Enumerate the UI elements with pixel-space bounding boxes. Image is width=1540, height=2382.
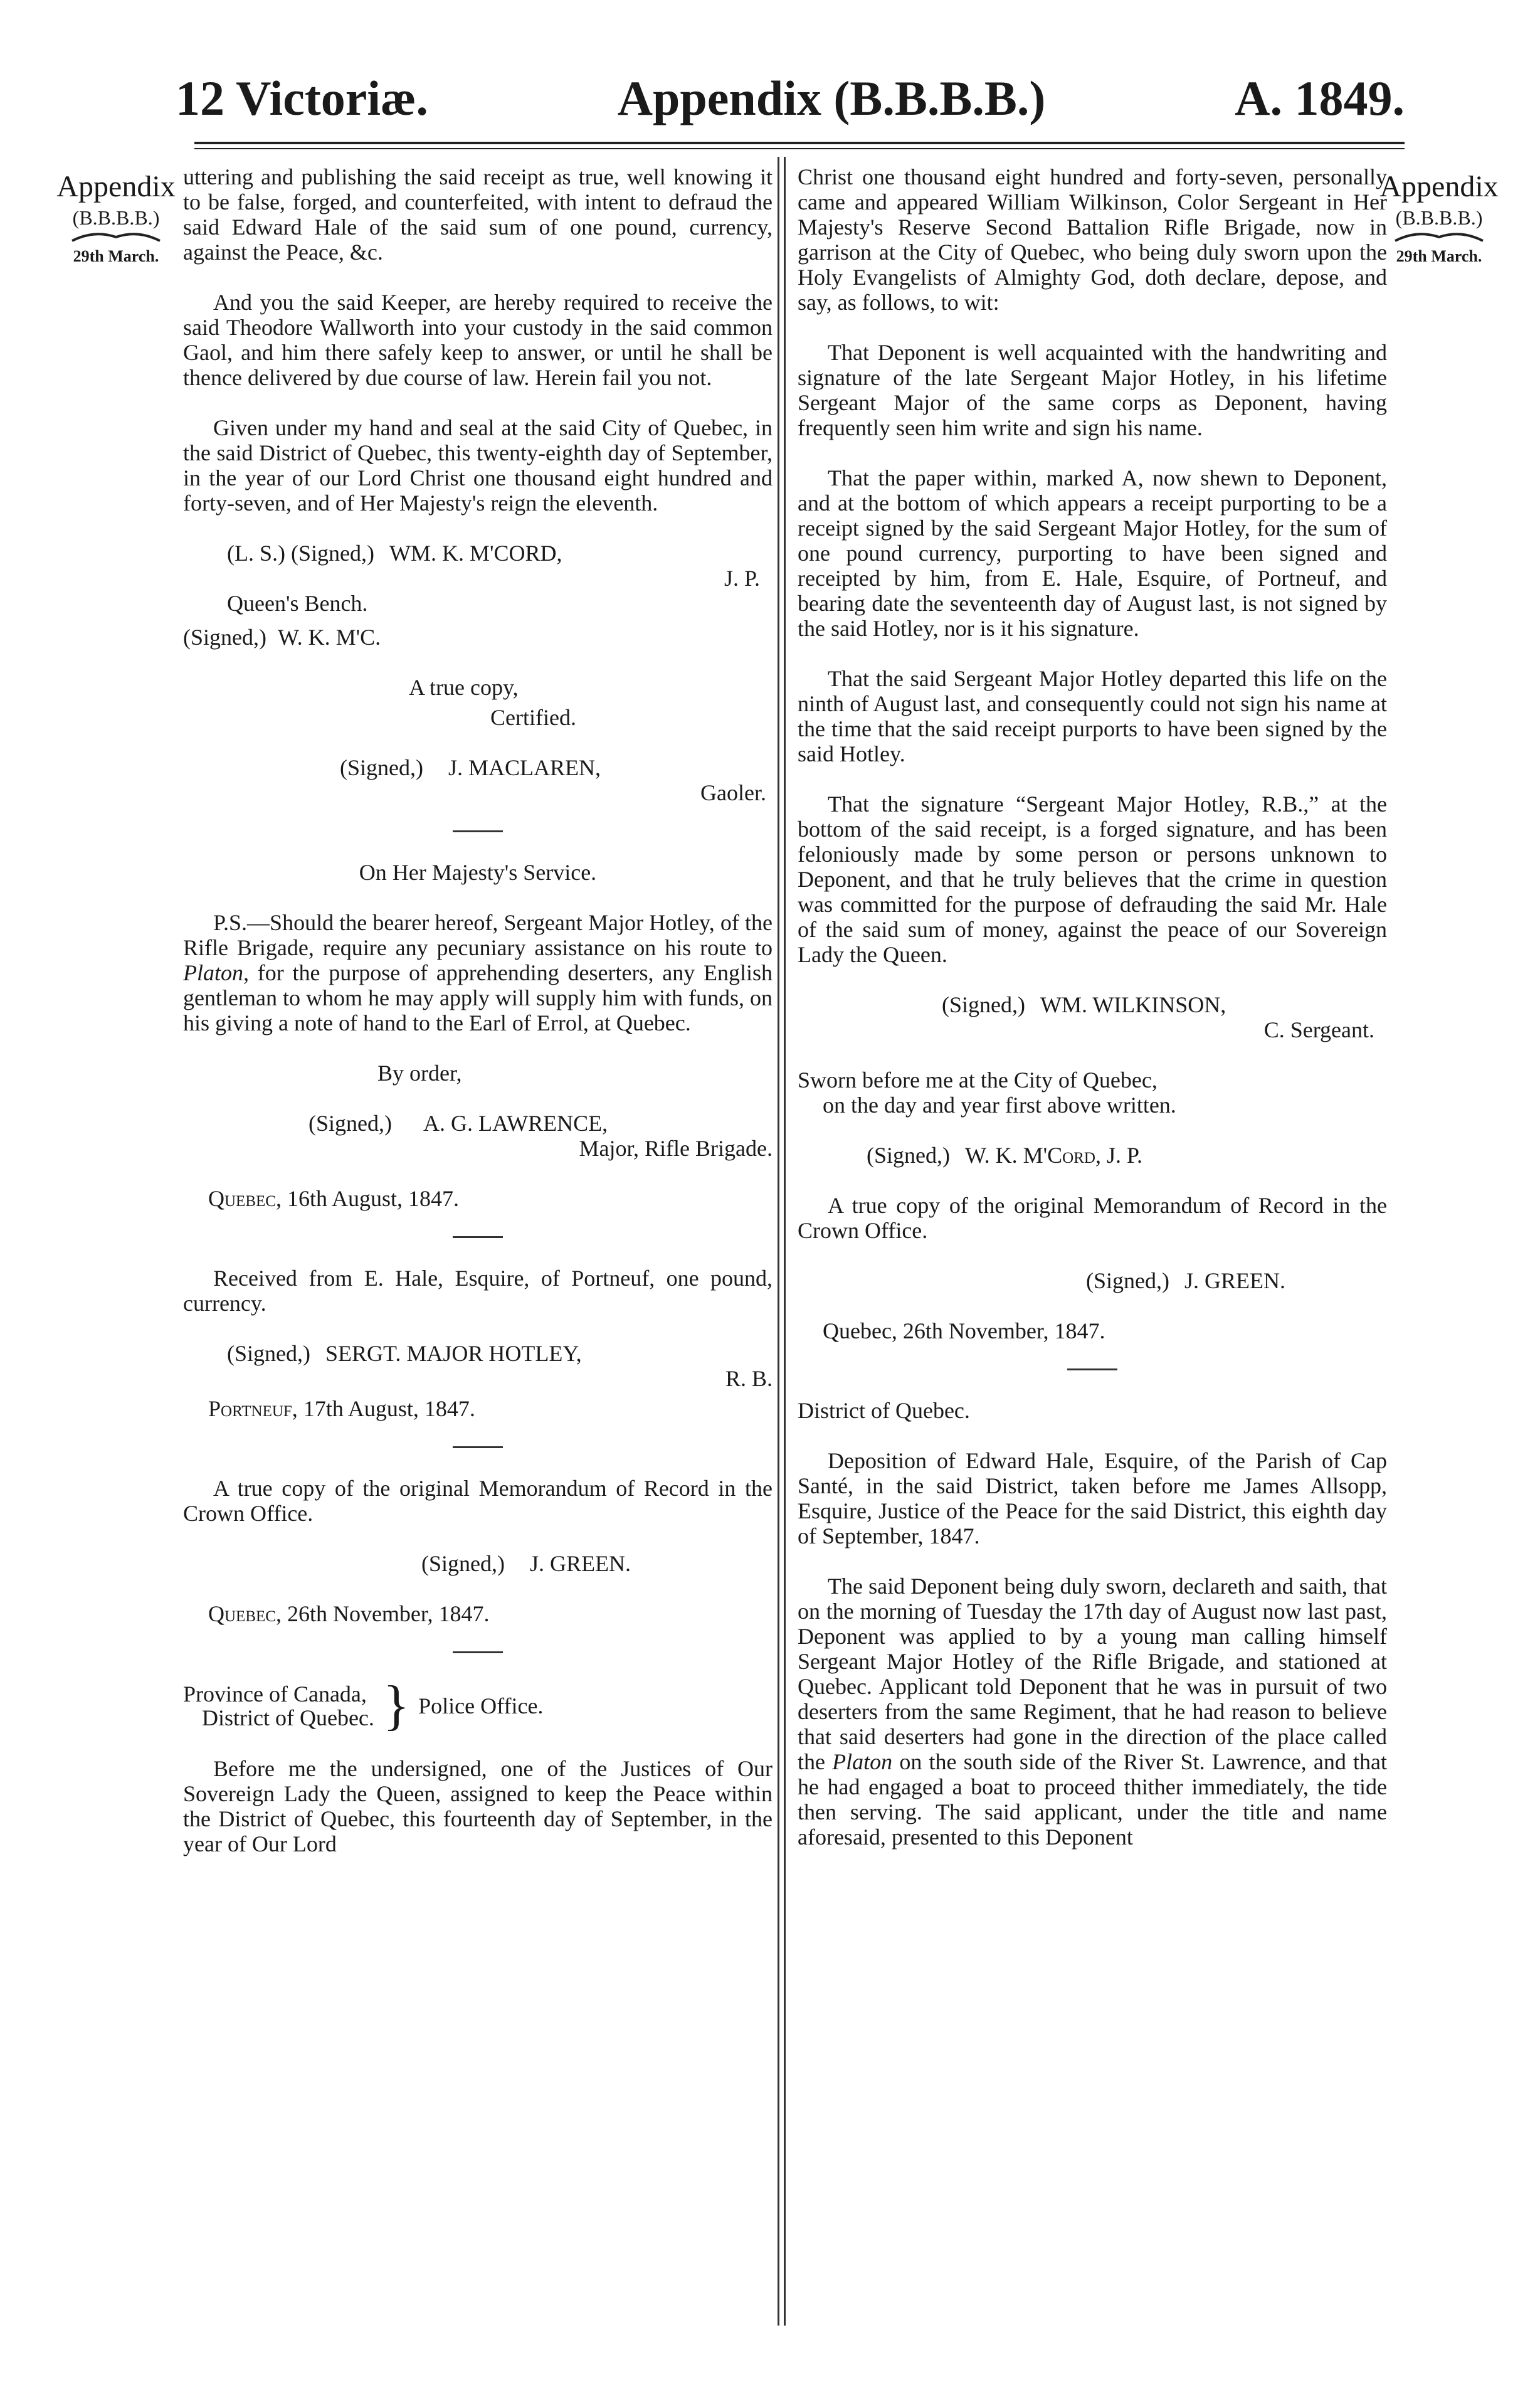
margin-note-title: Appendix <box>56 170 176 203</box>
margin-note-title: Appendix <box>1379 170 1499 203</box>
signature-line <box>942 992 1387 1017</box>
district-heading: District of Quebec. <box>798 1398 970 1423</box>
right-column <box>798 164 1387 1850</box>
certified-label: Certified. <box>490 705 576 730</box>
signature-title: R. B. <box>725 1366 773 1391</box>
brace-icon: } <box>382 1675 410 1736</box>
jurat-line: Sworn before me at the City of Quebec, <box>798 1067 1158 1093</box>
true-copy-label: A true copy, <box>409 675 519 700</box>
header-title: Appendix (B.B.B.B.) <box>617 71 1046 125</box>
dateline-date: 17th August, 1847. <box>303 1396 475 1421</box>
signature-prefix: (Signed,) <box>340 755 423 780</box>
court-name: Queen's Bench. <box>227 591 368 616</box>
left-column <box>183 164 773 1856</box>
signature-name: WM. K. M'CORD, <box>389 541 562 566</box>
dateline-place: Portneuf, <box>208 1396 298 1421</box>
dateline-date: 16th August, 1847. <box>287 1186 459 1211</box>
page-header <box>176 70 1405 139</box>
signature-prefix: (Signed,) <box>227 1341 310 1366</box>
header-volume: 12 Victoriæ. <box>176 71 428 125</box>
signature-name: J. GREEN. <box>1184 1268 1285 1293</box>
signature-name-part: W. K. M' <box>964 1143 1048 1168</box>
paragraph-text: The said Deponent being duly sworn, declareth and saith, that on the morning of Tuesday the 17th day of August now last past, Deponent was applied to by a young man calling himself Sergeant Major Hotley of the Rifle Brigade, and stationed at Quebec. Applicant told Deponent that he was in pursuit of two deserters from the same Regiment, that he had reason to believe that said deserters had gone in the direction of the place called the <box>798 1574 1387 1774</box>
signature-name: A. G. LAWRENCE, <box>423 1111 608 1136</box>
dateline <box>208 1601 773 1626</box>
paragraph: That Deponent is well acquainted with the handwriting and signature of the late Sergeant Major Hotley, in his lifetime Sergeant Major of the same corps as Deponent, having frequently seen him write and sign his name. <box>798 340 1387 440</box>
paragraph: uttering and publishing the said receipt as true, well knowing it to be false, forged, and counterfeited, with intent to defraud the said Edward Hale of the said sum of one pound, currency, against the Peace, &c. <box>183 164 773 265</box>
signature-line <box>227 1341 773 1366</box>
signature-line <box>309 1111 773 1136</box>
signature-prefix: (Signed,) <box>421 1551 505 1576</box>
paragraph: Deposition of Edward Hale, Esquire, of the Parish of Cap Santé, in the said District, taken before me James Allsopp, Esquire, Justice of the Peace for the said District, this eighth day of September, 1847. <box>798 1448 1387 1548</box>
jurat-line: on the day and year first above written. <box>823 1093 1176 1118</box>
dateline <box>208 1396 773 1421</box>
dateline-place: Quebec, <box>208 1186 282 1211</box>
signature-title: Major, Rifle Brigade. <box>579 1136 773 1161</box>
jurisdiction-lines <box>183 1682 374 1730</box>
signature-prefix: (Signed,) <box>309 1111 392 1136</box>
signature-name-part: Cord <box>1047 1143 1095 1168</box>
service-heading: On Her Majesty's Service. <box>359 860 597 885</box>
swash-ornament-icon <box>1392 230 1486 243</box>
header-rule <box>194 142 1405 144</box>
column-divider-right <box>784 157 786 2326</box>
dateline-place: Quebec, <box>208 1601 282 1626</box>
signature-name-part: , J. P. <box>1095 1143 1142 1168</box>
signature-line <box>1086 1268 1387 1293</box>
office-label: Police Office. <box>418 1693 544 1718</box>
dateline-date: 26th November, 1847. <box>287 1601 490 1626</box>
signature-line <box>867 1143 1387 1168</box>
postscript-paragraph <box>183 910 773 1035</box>
swash-ornament-icon <box>69 230 163 243</box>
margin-note-date: 29th March. <box>1396 247 1482 265</box>
place-name: Platon <box>832 1749 893 1774</box>
margin-note-code: (B.B.B.B.) <box>1395 206 1483 229</box>
signature-title: Gaoler. <box>700 780 766 805</box>
header-rule-thin <box>194 148 1405 149</box>
dateline: Quebec, 26th November, 1847. <box>823 1318 1105 1343</box>
postscript-text: for the purpose of apprehending deserters, any English gentleman to whom he may apply will supply him with funds, on his giving a note of hand to the Earl of Errol, at Quebec. <box>183 960 773 1035</box>
signature-name: J. MACLAREN, <box>448 755 601 780</box>
section-separator <box>453 1651 503 1653</box>
true-copy-text: A true copy of the original Memorandum of Record in the Crown Office. <box>183 1476 773 1526</box>
section-separator <box>453 1446 503 1448</box>
signature-prefix: (Signed,) <box>183 625 266 650</box>
section-separator <box>1067 1368 1117 1370</box>
dateline <box>208 1186 773 1211</box>
signature-prefix: (Signed,) <box>1086 1268 1169 1293</box>
signature-title: C. Sergeant. <box>1263 1017 1374 1042</box>
place-name: Platon, <box>183 960 249 985</box>
margin-note-date: 29th March. <box>73 247 159 265</box>
section-separator <box>453 830 503 832</box>
signature-line <box>421 1551 773 1576</box>
paragraph: That the paper within, marked A, now shewn to Deponent, and at the bottom of which appears a receipt purporting to be a receipt signed by the said Sergeant Major Hotley, for the sum of one pound currency, purporting to have been signed and receipted by him, from E. Hale, Esquire, of Portneuf, and bearing date the seventeenth day of August last, is not signed by the said Hotley, nor is it his signature. <box>798 465 1387 641</box>
signature-title: J. P. <box>724 566 760 591</box>
postscript-text: P.S.—Should the bearer hereof, Sergeant Major Hotley, of the Rifle Brigade, require any pecuniary assistance on his route to <box>183 910 773 960</box>
signature-prefix: (Signed,) <box>867 1143 950 1168</box>
signature-line <box>340 755 773 780</box>
margin-note-code: (B.B.B.B.) <box>72 206 160 229</box>
paragraph: Christ one thousand eight hundred and forty-seven, personally came and appeared William Wilkinson, Color Sergeant in Her Majesty's Reserve Second Battalion Rifle Brigade, now in garrison at the City of Quebec, who being duly sworn upon the Holy Evangelists of Almighty God, doth declare, depose, and say, as follows, to wit: <box>798 164 1387 315</box>
paragraph: That the signature “Sergeant Major Hotley, R.B.,” at the bottom of the said receipt, is a forged signature, and has been feloniously made by some person or persons unknown to Deponent, and that he truly believes that the crime in question was committed for the purpose of defrauding the said Mr. Hale of the said sum of money, against the peace of our Sovereign Lady the Queen. <box>798 791 1387 967</box>
district-label: District of Quebec. <box>202 1705 374 1730</box>
paragraph: That the said Sergeant Major Hotley departed this life on the ninth of August last, and consequently could not sign his name at the time that the said receipt purports to have been signed by the said Hotley. <box>798 666 1387 766</box>
paragraph: And you the said Keeper, are hereby required to receive the said Theodore Wallworth into your custody in the said common Gaol, and him there safely keep to answer, or until he shall be thence delivered by due course of law. Herein fail you not. <box>183 290 773 390</box>
signature-line <box>183 625 773 650</box>
by-order-label: By order, <box>377 1061 462 1086</box>
paragraph <box>798 1574 1387 1850</box>
paragraph: Given under my hand and seal at the said City of Quebec, in the said District of Quebec, this twenty-eighth day of September, in the year of our Lord Christ one thousand eight hundred and forty-seven, and of Her Majesty's reign the eleventh. <box>183 415 773 516</box>
receipt-text: Received from E. Hale, Esquire, of Portneuf, one pound, currency. <box>183 1266 773 1316</box>
jurisdiction-block <box>183 1675 773 1736</box>
signature-prefix: (L. S.) (Signed,) <box>227 541 374 566</box>
signature-name: WM. WILKINSON, <box>1040 992 1226 1017</box>
signature-name <box>965 1143 1142 1168</box>
paragraph-text: on the south side of the River St. Lawrence, and that he had engaged a boat to proceed thither immediately, the tide then serving. The said applicant, under the title and name aforesaid, presented to this Deponent <box>798 1749 1388 1850</box>
signature-prefix: (Signed,) <box>942 992 1025 1017</box>
true-copy-text: A true copy of the original Memorandum of Record in the Crown Office. <box>798 1193 1387 1243</box>
paragraph: Before me the undersigned, one of the Justices of Our Sovereign Lady the Queen, assigned to keep the Peace within the District of Quebec, this fourteenth day of September, in the year of Our Lord <box>183 1756 773 1856</box>
signature-line <box>227 541 773 566</box>
province-label: Province of Canada, <box>183 1681 367 1707</box>
signature-name: J. GREEN. <box>529 1551 631 1576</box>
header-year: A. 1849. <box>1235 71 1405 125</box>
margin-note-left <box>38 169 194 266</box>
column-divider-left <box>778 157 779 2326</box>
signature-name: SERGT. MAJOR HOTLEY, <box>325 1341 582 1366</box>
signature-name: W. K. M'C. <box>277 625 381 650</box>
section-separator <box>453 1236 503 1238</box>
